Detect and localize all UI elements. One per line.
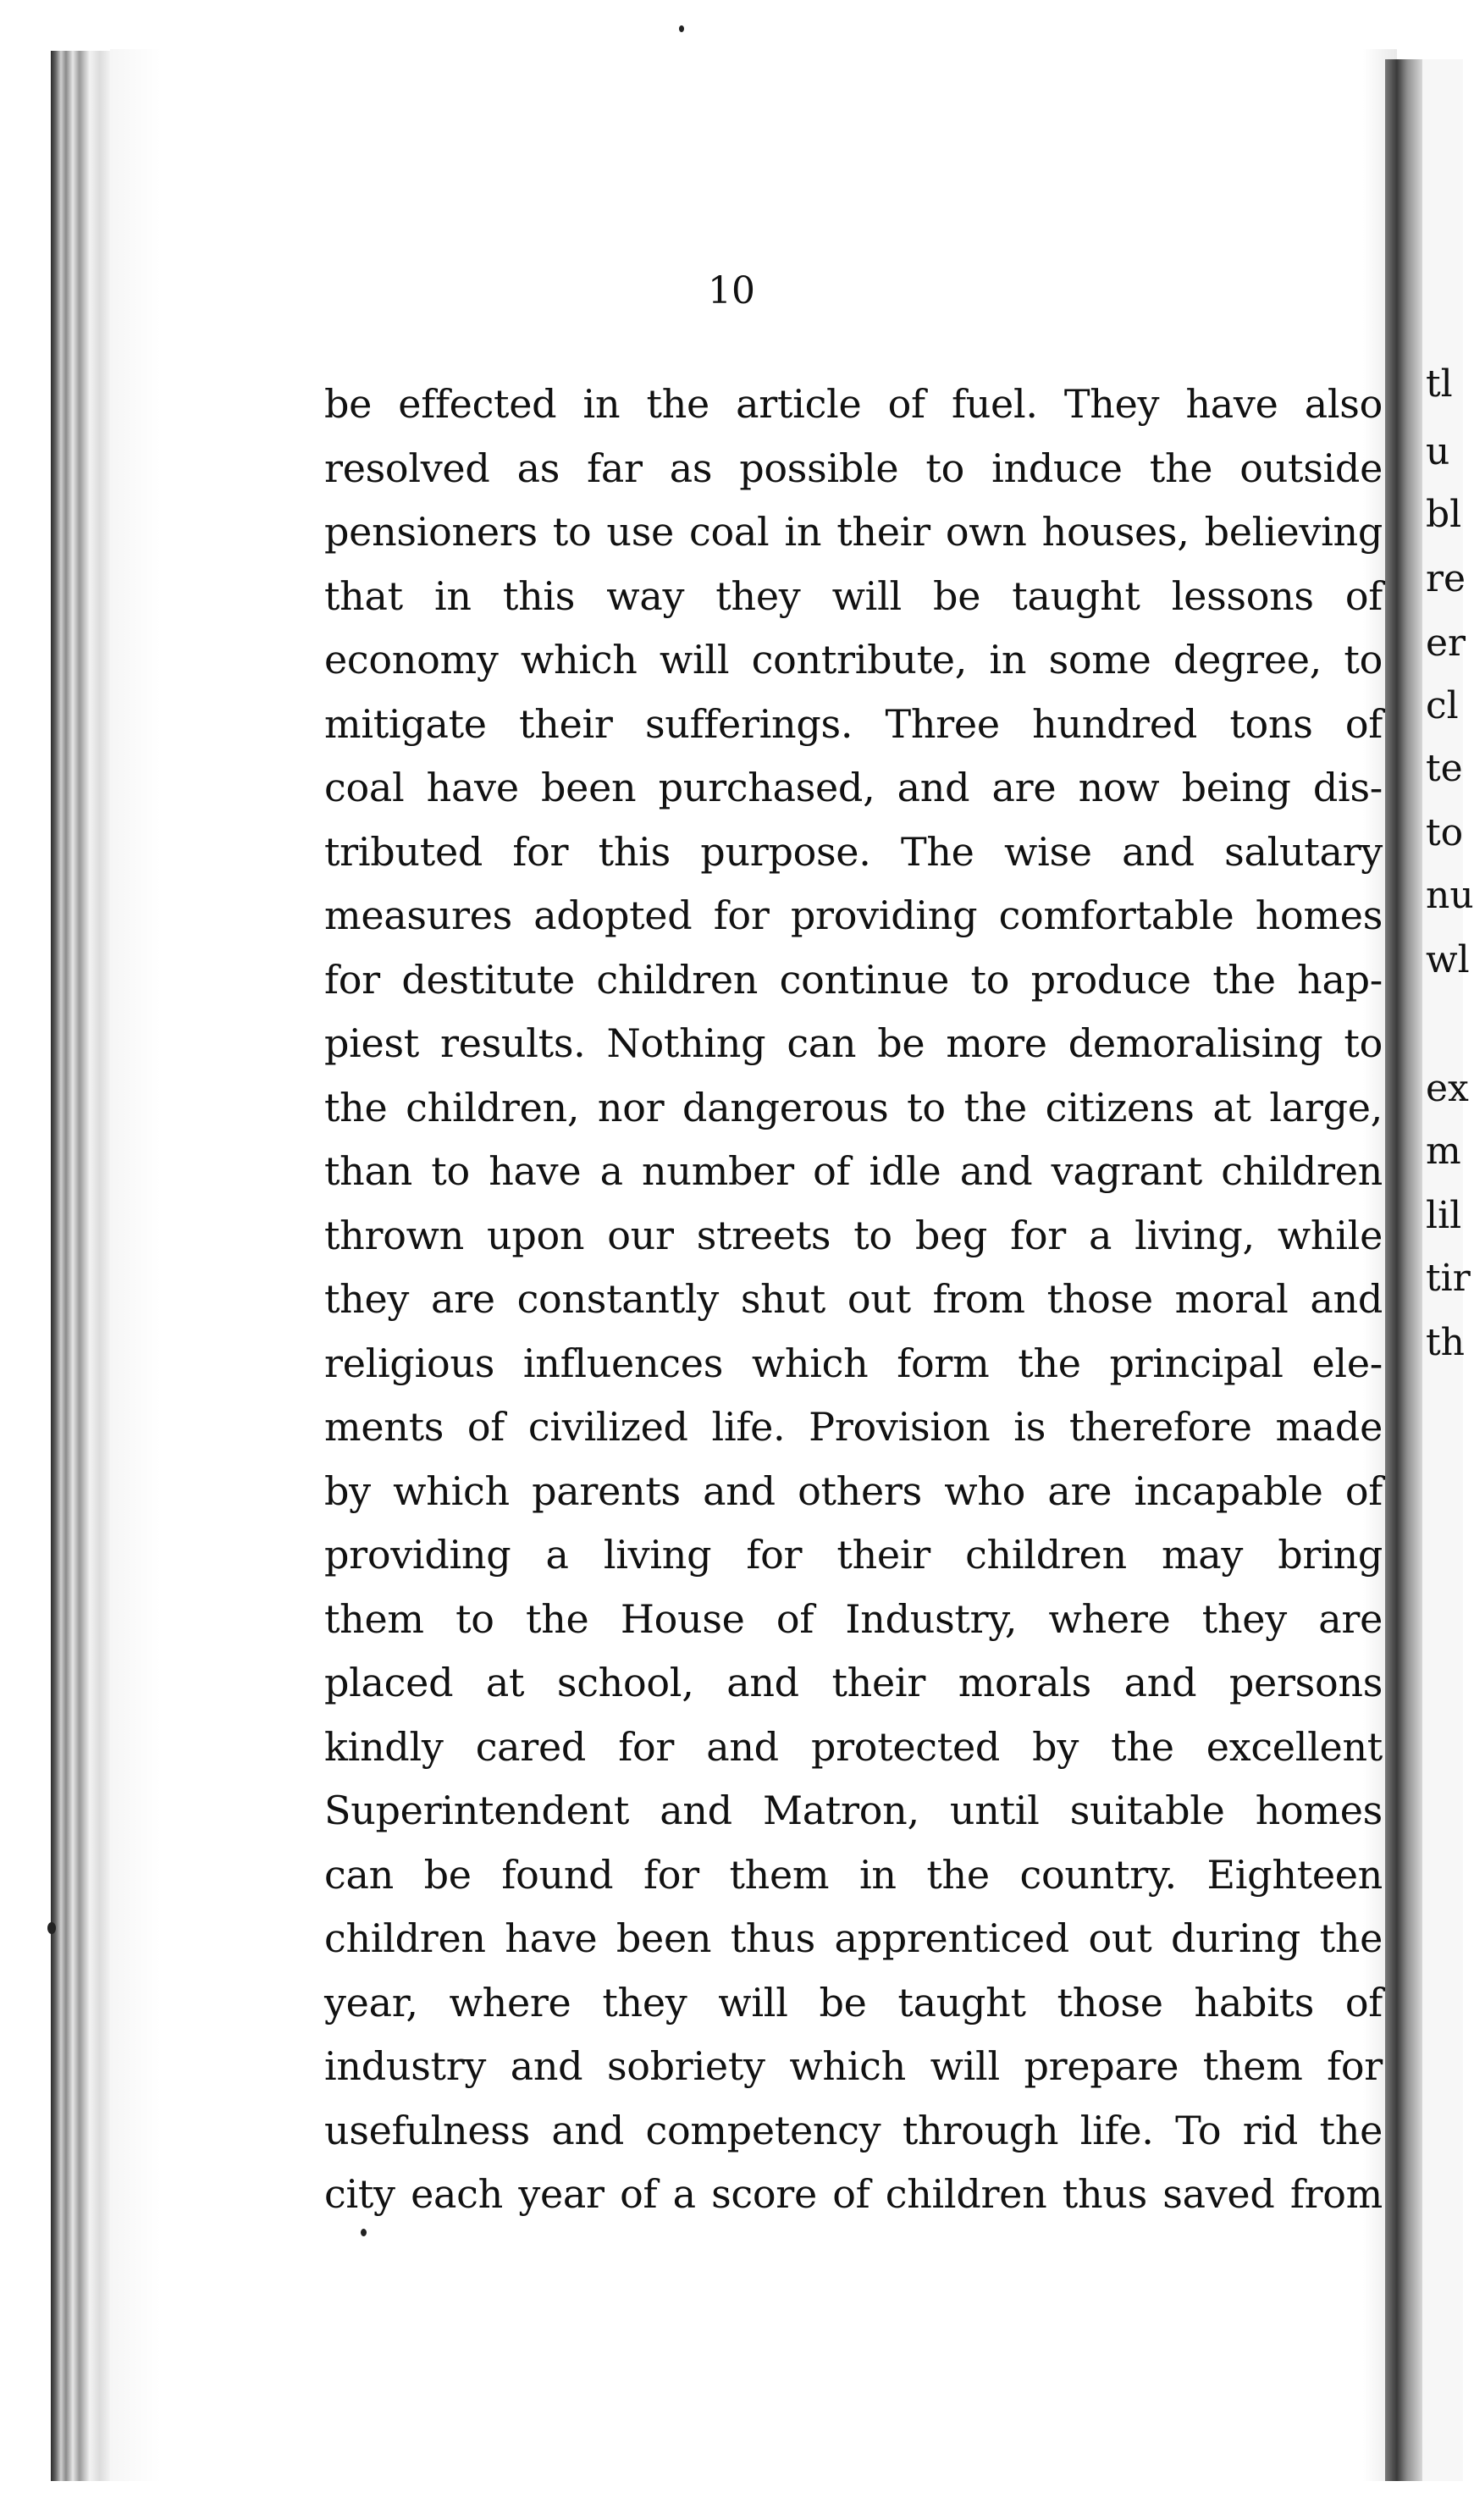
text-line: thrown upon our streets to beg for a living, while — [324, 1212, 1383, 1258]
text-line: for destitute children continue to produce the hap- — [324, 956, 1383, 1003]
text-line: pensioners to use coal in their own houses, believing — [324, 509, 1383, 555]
text-line: placed at school, and their morals and persons — [324, 1660, 1383, 1705]
text-line: usefulness and competency through life. To rid the — [324, 2107, 1383, 2153]
facing-page-fragment: er — [1426, 622, 1466, 665]
text-line: piest results. Nothing can be more demoralising to — [324, 1020, 1383, 1066]
facing-page-fragment: re — [1426, 557, 1466, 600]
text-line: tributed for this purpose. The wise and salutary — [324, 828, 1383, 875]
text-line: Superintendent and Matron, until suitable homes — [324, 1788, 1383, 1833]
text-line: they are constantly shut out from those moral and — [324, 1276, 1383, 1322]
text-line: year, where they will be taught those habits of — [324, 1979, 1383, 2025]
text-line: industry and sobriety which will prepare them for — [324, 2043, 1383, 2089]
facing-page-fragment: wl — [1426, 938, 1470, 981]
text-line: the children, nor dangerous to the citizens at large, — [324, 1084, 1383, 1130]
text-line: providing a living for their children may bring — [324, 1532, 1383, 1578]
facing-page-fragment: u — [1426, 430, 1450, 473]
facing-page-fragment: tir — [1426, 1257, 1471, 1300]
facing-page-edge — [1422, 59, 1474, 2481]
facing-page-fragment: nu — [1426, 874, 1474, 917]
facing-page-fragment: m — [1426, 1130, 1461, 1173]
text-line: be effected in the article of fuel. They have also — [324, 381, 1383, 427]
text-line: that in this way they will be taught lessons of — [324, 572, 1383, 619]
facing-page-fragment: th — [1426, 1321, 1466, 1364]
dust-speck — [679, 25, 684, 32]
text-line: ments of civilized life. Provision is therefore made — [324, 1404, 1383, 1450]
text-line: city each year of a score of children thus saved from — [324, 2171, 1383, 2217]
text-line: religious influences which form the principal ele- — [324, 1340, 1383, 1386]
facing-page-fragment: tl — [1426, 362, 1453, 406]
text-line: them to the House of Industry, where they are — [324, 1595, 1383, 1642]
body-paragraph — [324, 373, 1383, 2227]
text-line: by which parents and others who are incapable of — [324, 1467, 1383, 1514]
facing-page-fragment: cl — [1426, 684, 1459, 727]
facing-page-fragment: to — [1426, 811, 1464, 854]
page-number: 10 — [708, 269, 755, 312]
text-line: than to have a number of idle and vagrant children — [324, 1148, 1383, 1194]
dust-speck — [361, 2229, 367, 2236]
text-line: children have been thus apprenticed out during the — [324, 1915, 1383, 1961]
text-line: kindly cared for and protected by the excellent — [324, 1723, 1383, 1770]
text-line: coal have been purchased, and are now being dis- — [324, 765, 1383, 810]
facing-page-fragment: te — [1426, 747, 1463, 790]
facing-page-fragment: bl — [1426, 493, 1462, 536]
text-line: mitigate their sufferings. Three hundred tons of — [324, 700, 1383, 747]
text-line: can be found for them in the country. Eighteen — [324, 1851, 1383, 1898]
text-line: economy which will contribute, in some degree, to — [324, 637, 1383, 682]
text-line: measures adopted for providing comfortable homes — [324, 892, 1383, 938]
facing-page-fragment: ex — [1426, 1067, 1469, 1110]
text-line: resolved as far as possible to induce the outside — [324, 445, 1383, 491]
facing-page-fragment: lil — [1426, 1194, 1462, 1237]
dust-speck — [47, 1922, 56, 1934]
